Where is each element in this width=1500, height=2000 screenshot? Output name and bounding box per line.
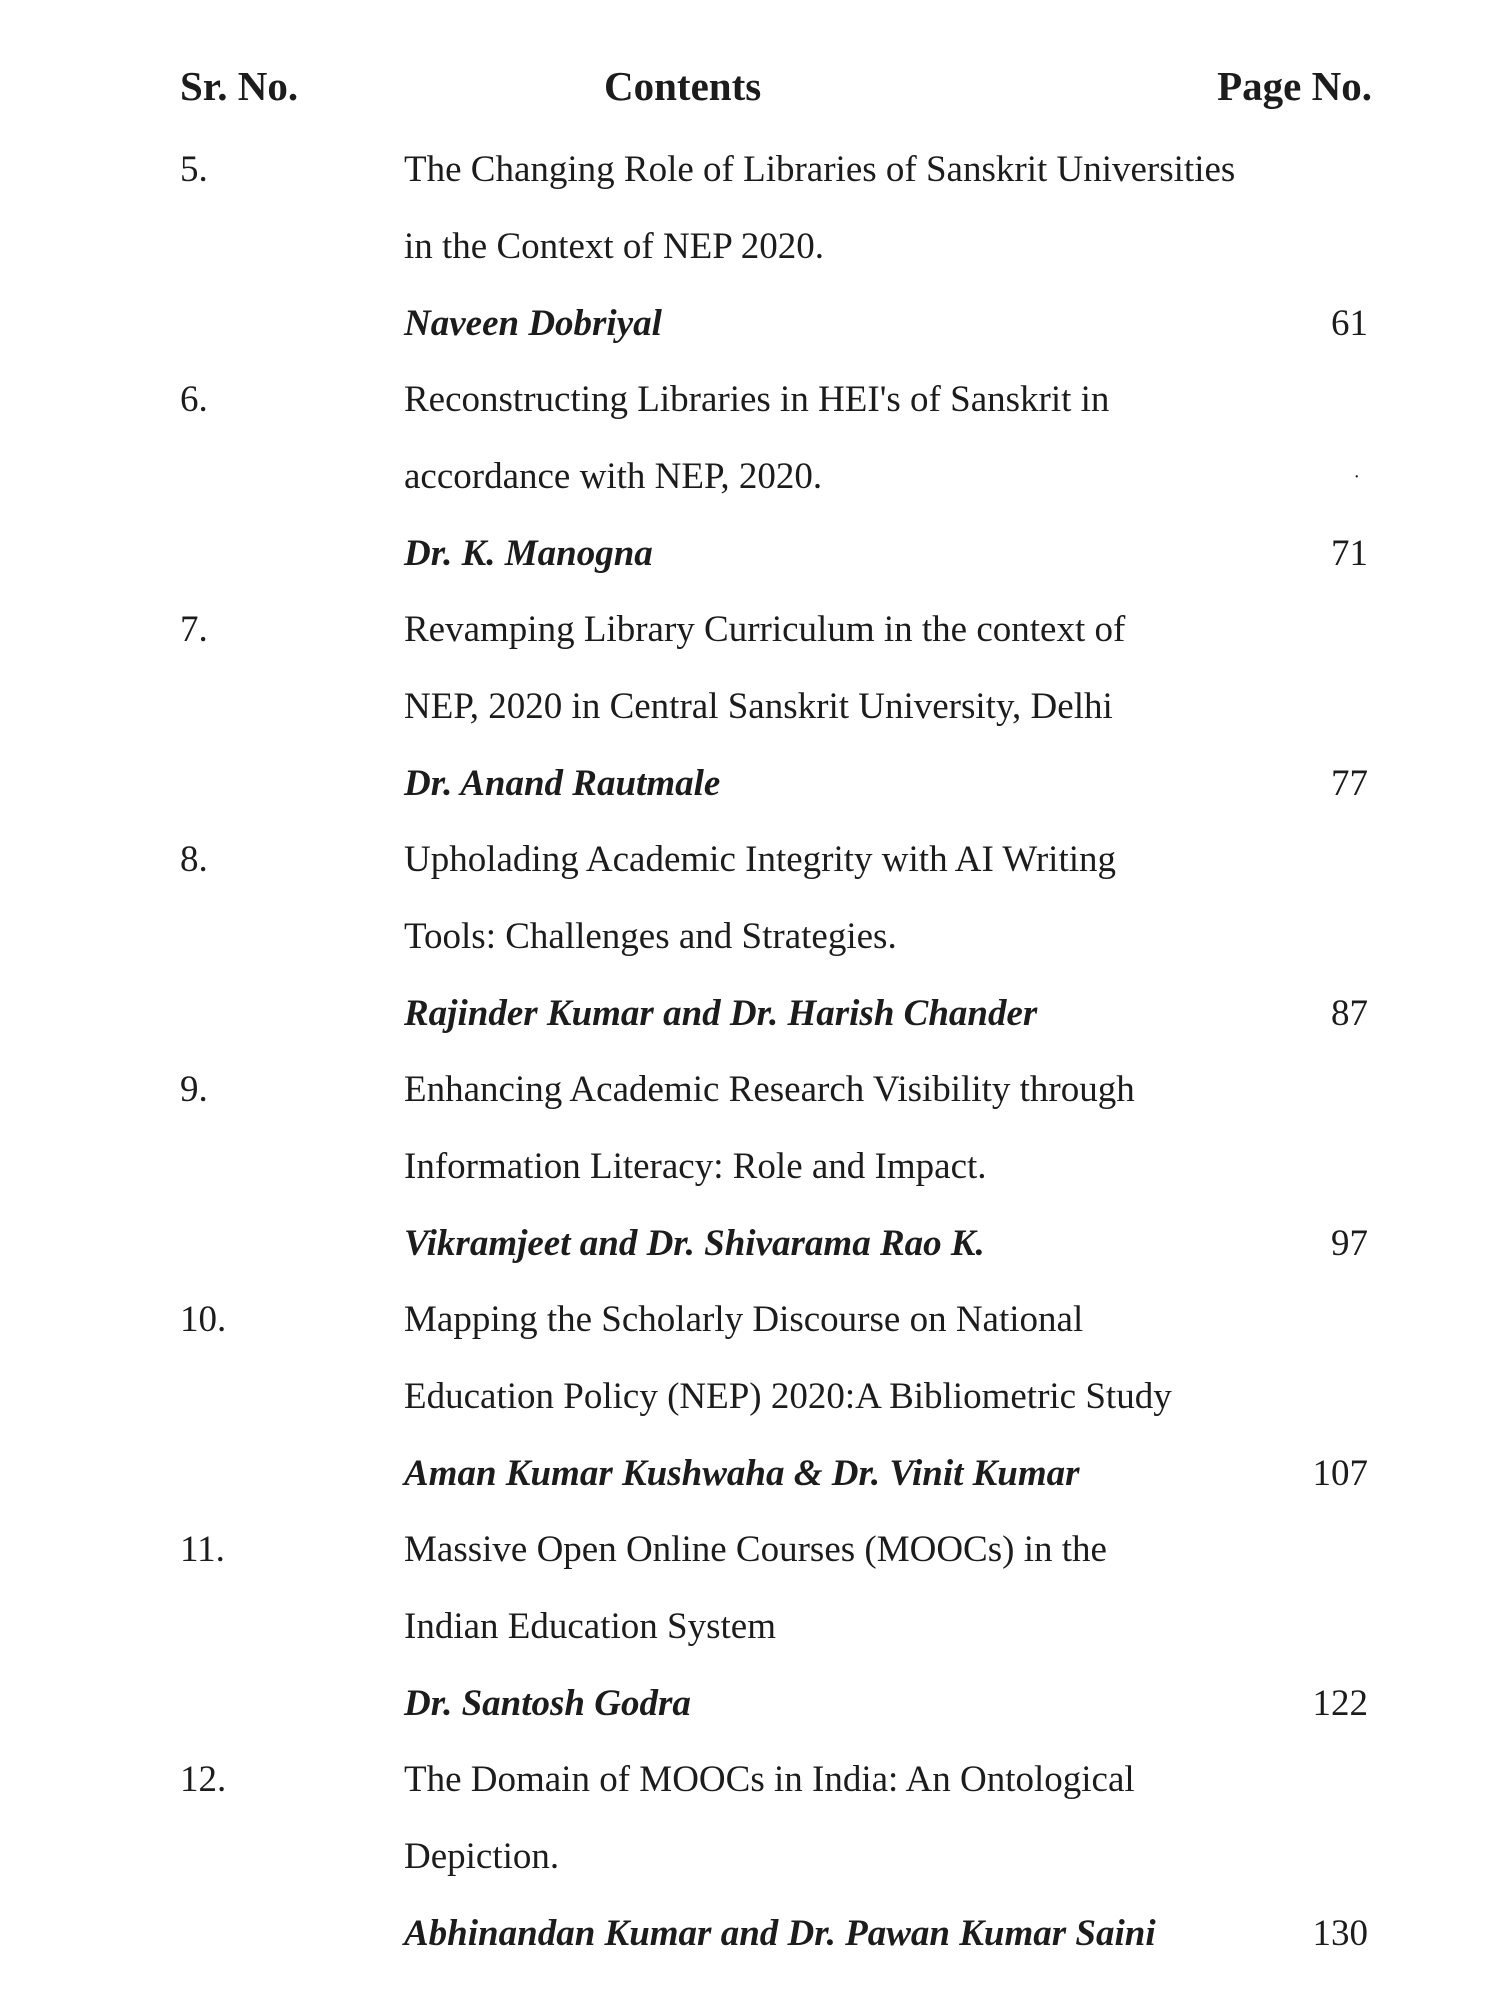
entry-title-line-1: The Domain of MOOCs in India: An Ontological xyxy=(404,1759,1135,1800)
entry-title-line-2: Tools: Challenges and Strategies. xyxy=(404,916,897,957)
contents-entry[interactable] xyxy=(0,370,1500,600)
contents-entry[interactable] xyxy=(0,600,1500,830)
entry-title-line-2: Education Policy (NEP) 2020:A Bibliometric Study xyxy=(404,1376,1172,1417)
entry-sr-no: 12. xyxy=(180,1759,227,1800)
entry-author: Vikramjeet and Dr. Shivarama Rao K. xyxy=(404,1223,985,1264)
entry-author: Rajinder Kumar and Dr. Harish Chander xyxy=(404,993,1038,1034)
header-contents: Contents xyxy=(604,63,762,109)
entry-page-no: 107 xyxy=(1312,1453,1368,1494)
entry-title-line-1: Upholading Academic Integrity with AI Writing xyxy=(404,839,1116,880)
entry-title-line-1: Revamping Library Curriculum in the context of xyxy=(404,609,1126,650)
contents-list xyxy=(0,140,1500,1980)
stray-mark: · xyxy=(1353,466,1360,488)
entry-author: Aman Kumar Kushwaha & Dr. Vinit Kumar xyxy=(404,1453,1080,1494)
entry-page-no: 77 xyxy=(1331,763,1368,804)
entry-title-line-2: accordance with NEP, 2020. xyxy=(404,456,823,497)
entry-page-no: 71 xyxy=(1331,533,1368,574)
entry-author: Dr. Santosh Godra xyxy=(404,1683,691,1724)
entry-author: Dr. K. Manogna xyxy=(404,533,653,574)
entry-author: Dr. Anand Rautmale xyxy=(404,763,721,804)
entry-title-line-1: The Changing Role of Libraries of Sanskrit Universities xyxy=(404,149,1236,190)
contents-header xyxy=(0,62,1500,122)
entry-title-line-2: in the Context of NEP 2020. xyxy=(404,226,824,267)
entry-sr-no: 10. xyxy=(180,1299,227,1340)
entry-title-line-2: NEP, 2020 in Central Sanskrit University, Delhi xyxy=(404,686,1113,727)
entry-sr-no: 5. xyxy=(180,149,208,190)
header-page-no: Page No. xyxy=(1217,63,1372,109)
entry-sr-no: 6. xyxy=(180,379,208,420)
contents-entry[interactable] xyxy=(0,1520,1500,1750)
entry-author: Abhinandan Kumar and Dr. Pawan Kumar Saini xyxy=(404,1913,1156,1954)
contents-entry[interactable] xyxy=(0,1750,1500,1980)
entry-sr-no: 8. xyxy=(180,839,208,880)
entry-page-no: 122 xyxy=(1312,1683,1368,1724)
entry-title-line-1: Mapping the Scholarly Discourse on National xyxy=(404,1299,1084,1340)
entry-title-line-2: Indian Education System xyxy=(404,1606,776,1647)
entry-page-no: 97 xyxy=(1331,1223,1368,1264)
contents-entry[interactable] xyxy=(0,1060,1500,1290)
entry-author: Naveen Dobriyal xyxy=(404,303,662,344)
contents-entry[interactable] xyxy=(0,830,1500,1060)
entry-sr-no: 9. xyxy=(180,1069,208,1110)
entry-title-line-1: Enhancing Academic Research Visibility through xyxy=(404,1069,1135,1110)
entry-page-no: 130 xyxy=(1312,1913,1368,1954)
entry-title-line-2: Information Literacy: Role and Impact. xyxy=(404,1146,987,1187)
entry-title-line-1: Massive Open Online Courses (MOOCs) in the xyxy=(404,1529,1107,1570)
entry-page-no: 87 xyxy=(1331,993,1368,1034)
entry-title-line-2: Depiction. xyxy=(404,1836,560,1877)
entry-title-line-1: Reconstructing Libraries in HEI's of Sanskrit in xyxy=(404,379,1110,420)
entry-sr-no: 7. xyxy=(180,609,208,650)
entry-page-no: 61 xyxy=(1331,303,1368,344)
entry-sr-no: 11. xyxy=(180,1529,225,1570)
contents-entry[interactable] xyxy=(0,140,1500,370)
header-sr-no: Sr. No. xyxy=(180,63,299,109)
contents-entry[interactable] xyxy=(0,1290,1500,1520)
